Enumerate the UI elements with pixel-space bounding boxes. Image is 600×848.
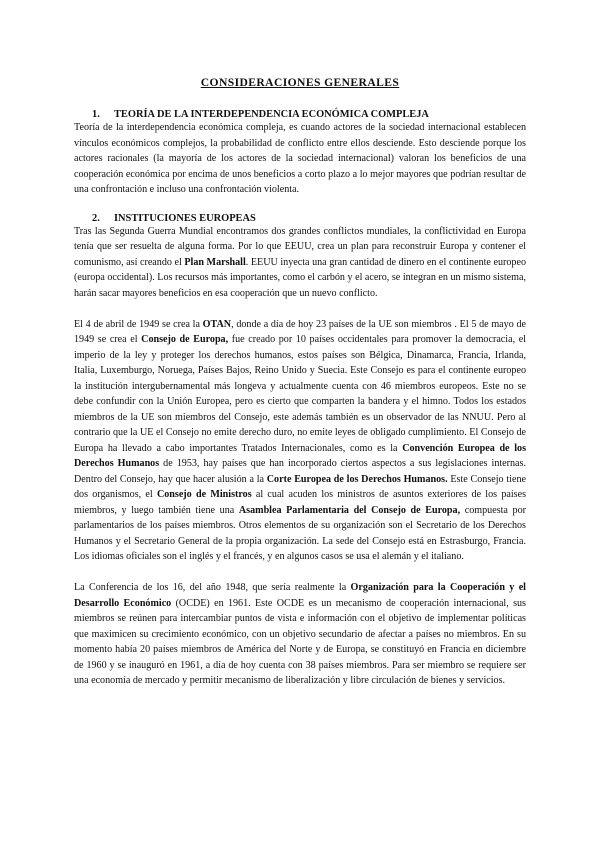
section-2-paragraph-2: El 4 de abril de 1949 se crea la OTAN, donde a día de hoy 23 países de la UE son miembros . El 5 de mayo de 1949 se crea el Consejo de Europa, fue creado por 10 países occidentales para promover la democracia, el imperio de la ley y proteger los derechos humanos, estos países son Bélgica, Dinamarca, Francia, Irlanda, Italia, Luxemburgo, Noruega, Países Bajos, Reino Unido y Suecia. Este Consejo es para el continente europeo la institución intergubernamental más longeva y actualmente cuenta con 46 miembros europeos. Este no se debe confundir con la Unión Europea, pero es cierto que comparten la bandera y el himno. Todos los estados miembros de la UE son miembros del Consejo, este además también es un observador de las NNUU. Pero al contrario que la UE el Consejo no emite derecho duro, no emite leyes de obligado cumplimiento. El Consejo de Europa ha llevado a cabo importantes Tratados Internacionales, como es la Convención Europea de los Derechos Humanos de 1953, hay países que han incorporado ciertos aspectos a sus legislaciones internas. Dentro del Consejo, hay que hacer alusión a la Corte Europea de los Derechos Humanos. Este Consejo tiene dos organismos, el Consejo de Ministros al cual acuden los ministros de asuntos exteriores de los países miembros, y luego también tiene una Asamblea Parlamentaria del Consejo de Europa, compuesta por parlamentarios de los países miembros. Otros elementos de su organización son el Secretario de los Derechos Humanos y el Secretario General de la propia organización. La sede del Consejo está en Estrasburgo, Francia. Los idiomas oficiales son el inglés y el francés, y en algunos casos se usa el alemán y el italiano. — [74, 318, 527, 562]
section-2-paragraph-3: La Conferencia de los 16, del año 1948, que sería realmente la Organización para la Cooperación y el Desarrollo Económico (OCDE) en 1961. Este OCDE es un mecanismo de cooperación internacional, sus miembros se reúnen para intercambiar puntos de vista e información con el objetivo de implementar políticas que maximicen su crecimiento económico, con un objetivo secundario de afectar a países no miembros. En su momento había 20 países miembros de América del Norte y de Europa, se constituyó en Francia en diciembre de 1960 y se inauguró en 1961, a día de hoy cuenta con 38 países miembros. Para ser miembro se requiere ser una economía de mercado y permitir mecanismo de liberalización y libre circulación de bienes y servicios. — [74, 582, 526, 686]
document-body — [74, 76, 526, 689]
bold-term: OTAN — [202, 318, 232, 330]
bold-term: Corte Europea de los Derechos Humanos. — [266, 473, 448, 485]
bold-term: Plan Marshall — [184, 256, 246, 268]
page-title: CONSIDERACIONES GENERALES — [200, 76, 400, 89]
section-1-heading — [74, 109, 526, 120]
section-2-paragraph-1: Tras las Segunda Guerra Mundial encontramos dos grandes conflictos mundiales, la conflictividad en Europa tenía que ser resuelta de alguna forma. Por lo que EEUU, crea un plan para reconstruir Europa y contener el comunismo, así creando el Plan Marshall. EEUU inyecta una gran cantidad de dinero en el continente europeo (europa occidental). Los recursos más importantes, como el carbón y el acero, se integran en un mismo sistema, harán sacar mayores beneficios en esa cooperación que un nuevo conflicto. — [74, 225, 526, 299]
section-2-number: 2. — [92, 212, 100, 224]
bold-term: Convención Europea de los Derechos Humanos — [74, 442, 527, 469]
section-2-heading-text: INSTITUCIONES EUROPEAS — [114, 212, 256, 224]
section-1-paragraph: Teoría de la interdependencia económica compleja, es cuando actores de la sociedad internacional establecen vínculos económicos complejos, la probabilidad de conflicto entre ellos desciende. Esto desciende porque los actores racionales (la mayoría de los actores de la sociedad internacional) valoran los beneficios de una cooperación económica por encima de unos beneficios a corto plazo a lo mejor mayores que podrían resultar de una confrontación e incluso una confrontación violenta. — [74, 122, 526, 195]
bold-term: Asamblea Parlamentaria del Consejo de Europa, — [238, 504, 461, 516]
bold-term: Consejo de Europa, — [141, 334, 229, 345]
bold-term: Consejo de Ministros — [156, 489, 252, 500]
section-1-heading-text: TEORÍA DE LA INTERDEPENDENCIA ECONÓMICA COMPLEJA — [114, 109, 429, 120]
section-1-number: 1. — [92, 109, 100, 120]
bold-term: Organización para la Cooperación y el Desarrollo Económico — [74, 582, 526, 609]
section-2-heading — [74, 213, 526, 224]
